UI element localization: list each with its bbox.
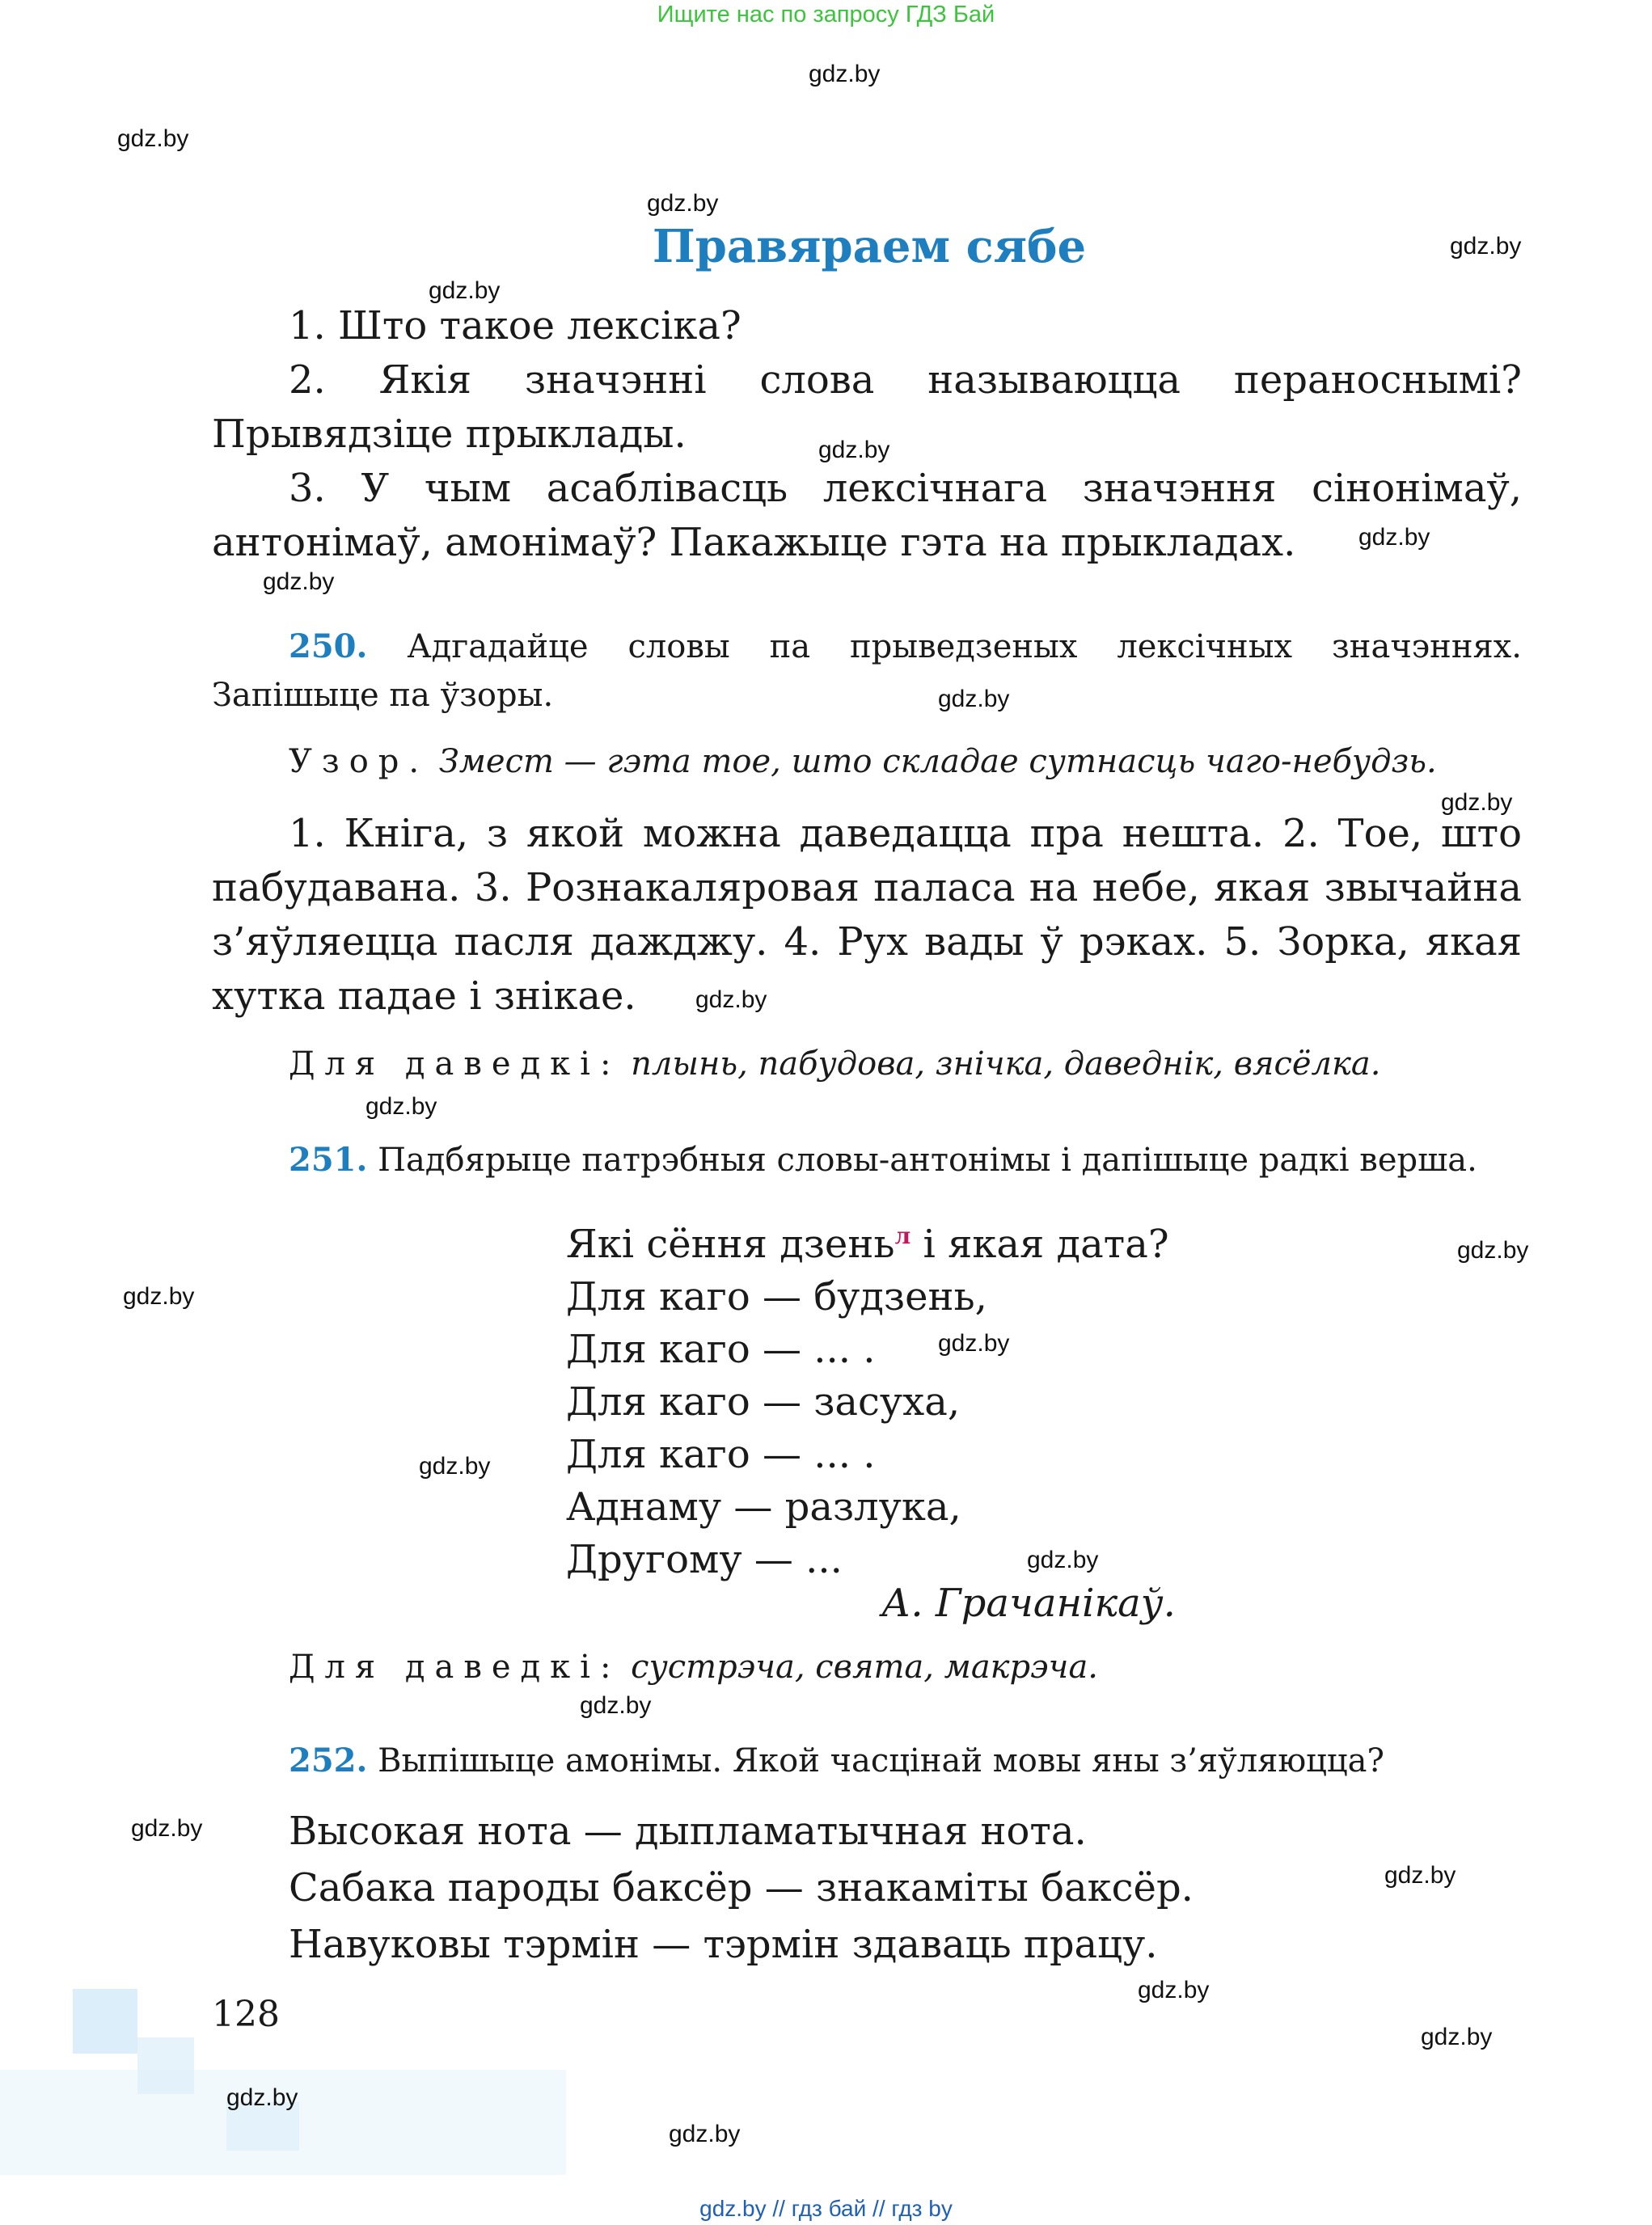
watermark: gdz.by	[1450, 233, 1522, 260]
exercise-251-task	[212, 1136, 1522, 1184]
watermark: gdz.by	[419, 1453, 491, 1480]
watermark: gdz.by	[131, 1815, 203, 1842]
poem-line: Аднаму — разлука,	[566, 1484, 961, 1530]
watermark: gdz.by	[1421, 2024, 1493, 2050]
exercise-250-sample	[212, 737, 1522, 786]
footnote-mark: л	[894, 1222, 911, 1249]
footer-links[interactable]: gdz.by // гдз бай // гдз by	[699, 2196, 953, 2221]
watermark: gdz.by	[1138, 1977, 1210, 2003]
exercise-body: 1. Кніга, з якой можна даведацца пра нешта. 2. Тое, што пабудавана. 3. Рознакаляровая паласа на небе, якая звычайна з’яўляецца пасля дажджу. 4. Рух вады ў рэках. 5. Зорка, якая хутка падае і знікае.	[212, 811, 1522, 1019]
watermark: gdz.by	[263, 568, 335, 595]
homonym-line: Высокая нота — дыпламатычная нота.	[289, 1809, 1087, 1854]
watermark: gdz.by	[580, 1692, 652, 1719]
exercise-task: Выпішыце амонімы. Якой часцінай мовы яны з’яўляюцца?	[378, 1742, 1384, 1780]
poem-line: Для каго — засуха,	[566, 1379, 961, 1425]
watermark: gdz.by	[695, 986, 767, 1013]
exercise-number: 250.	[289, 627, 368, 665]
poem-line: Для каго — ... .	[566, 1432, 876, 1477]
watermark: gdz.by	[1457, 1237, 1529, 1264]
sample-label: Узор.	[289, 743, 429, 780]
watermark: gdz.by	[818, 437, 890, 463]
watermark: gdz.by	[669, 2121, 741, 2147]
reference-label: Для даведкі:	[289, 1045, 621, 1083]
poem	[566, 1210, 1294, 1586]
exercise-250-task	[212, 623, 1522, 720]
review-questions	[212, 299, 1522, 570]
exercise-number: 251.	[289, 1141, 368, 1179]
top-banner[interactable]: Ищите нас по запросу ГДЗ Бай	[657, 2, 995, 27]
page-title: Правяраем сябе	[652, 220, 1087, 273]
poem-author: А. Грачанікаў.	[881, 1581, 1176, 1626]
question-1: 1. Што такое лексіка?	[289, 303, 741, 348]
reference-label: Для даведкі:	[289, 1649, 621, 1686]
page-number: 128	[212, 1994, 280, 2035]
watermark: gdz.by	[365, 1093, 437, 1120]
question-2: 2. Якія значэнні слова называюцца пераноснымі? Прывядзіце прыклады.	[212, 357, 1522, 457]
homonym-line: Навуковы тэрмін — тэрмін здаваць працу.	[289, 1922, 1158, 1967]
watermark: gdz.by	[938, 686, 1010, 712]
poem-line: Які сёння дзень$^л$ і якая дата?	[566, 1222, 1169, 1267]
watermark: gdz.by	[938, 1330, 1010, 1357]
watermark: gdz.by	[1441, 789, 1513, 816]
watermark: gdz.by	[429, 277, 501, 304]
homonym-line: Сабака пароды баксёр — знакаміты баксёр.	[289, 1865, 1194, 1910]
exercise-250-reference	[212, 1040, 1522, 1088]
poem-line: Для каго — будзень,	[566, 1274, 987, 1319]
exercise-251-reference	[212, 1643, 1522, 1691]
exercise-250-body	[212, 807, 1522, 1024]
exercise-252-lines	[289, 1803, 1502, 1973]
reference-words: плынь, пабудова, знічка, даведнік, вясёлка.	[631, 1045, 1381, 1083]
exercise-number: 252.	[289, 1742, 368, 1780]
exercise-252-task	[212, 1737, 1522, 1785]
poem-line: Для каго — ... .	[566, 1327, 876, 1372]
watermark: gdz.by	[1027, 1547, 1099, 1573]
poem-line: Другому — ...	[566, 1537, 843, 1582]
exercise-task: Падбярыце патрэбныя словы-антонімы і дапішыце радкі верша.	[378, 1142, 1477, 1179]
watermark: gdz.by	[123, 1283, 195, 1310]
watermark: gdz.by	[809, 61, 881, 87]
watermark: gdz.by	[1384, 1862, 1456, 1889]
watermark: gdz.by	[117, 125, 189, 152]
decor-pixel	[73, 1989, 137, 2054]
watermark: gdz.by	[647, 190, 719, 217]
watermark: gdz.by	[226, 2084, 298, 2111]
exercise-task: Адгадайце словы па прыведзеных лексічных значэннях. Запішыце па ўзоры.	[212, 628, 1522, 714]
reference-words: сустрэча, свята, макрэча.	[631, 1649, 1099, 1686]
watermark: gdz.by	[1358, 524, 1430, 551]
sample-text: Змест — гэта тое, што складае сутнасць чаго-небудзь.	[438, 743, 1437, 780]
question-3: 3. У чым асаблівасць лексічнага значэння сінонімаў, антонімаў, амонімаў? Пакажыце гэта на прыкладах.	[212, 466, 1522, 565]
